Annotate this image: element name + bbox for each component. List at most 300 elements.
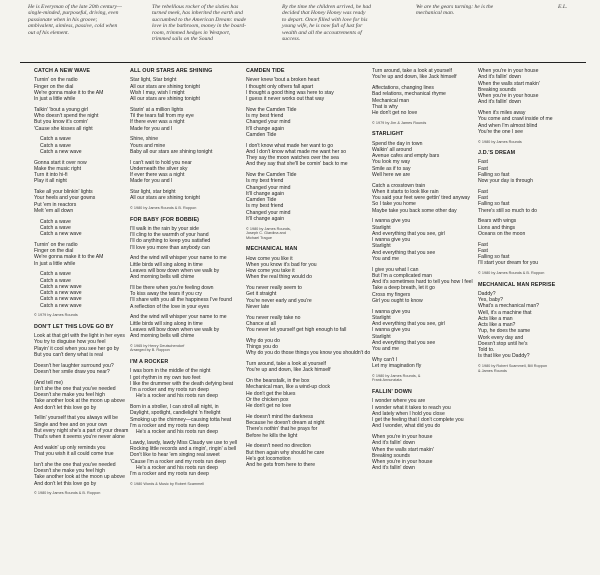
- lyric-line: Oceans on the moon: [478, 230, 526, 237]
- lyric-line: Star light, star bright: [130, 189, 176, 195]
- lyric-line: Catch a wave: [40, 218, 71, 225]
- stanza: [372, 183, 474, 214]
- stanza: [246, 107, 348, 138]
- lyric-line: That you wish it all could come true: [34, 451, 114, 458]
- lyric-line: It'll change again: [246, 215, 285, 222]
- lyric-line: There's nothin' that he prays for: [246, 426, 318, 433]
- lyric-line: I like the drummer with the death defying beat: [130, 380, 234, 387]
- lyric-line: Yup, he does the same: [478, 328, 531, 335]
- divider-rule: [20, 62, 586, 63]
- lyric-line: Things you do: [246, 344, 278, 351]
- lyric-line: Little birds will sing along in time: [130, 261, 203, 268]
- lyric-line: How come you take it: [246, 268, 295, 275]
- lyric-line: Or the chicken pox: [246, 396, 289, 403]
- intro-line: young wife, he is now full of lust for: [282, 23, 363, 30]
- lyric-line: I'm a rocker and my roots run deep: [130, 422, 209, 429]
- intro-line: ambivalent, aimless, passive, cold when: [28, 23, 118, 30]
- song-block: [130, 68, 232, 211]
- credit-line: © 1980 by James Rounds & B. Roppon: [478, 271, 545, 276]
- lyric-line: You and me: [372, 255, 400, 262]
- lyric-line: Fast: [478, 159, 488, 166]
- lyric-line: Gonna start it over now: [34, 159, 87, 166]
- lyric-line: I'll start your dream for you: [478, 260, 539, 267]
- lyric-line: You look my way: [372, 159, 411, 166]
- lyric-line: Playin' it cool when you see her go by: [34, 345, 120, 352]
- lyric-line: Get it straight: [246, 291, 277, 298]
- lyric-line: That's when it seems you're never alone: [34, 434, 125, 441]
- lyric-line: Star light, Star bright: [130, 77, 177, 84]
- lyric-line: Finger on the dial: [34, 83, 74, 90]
- stanza: [130, 107, 232, 132]
- stanza: [34, 189, 136, 214]
- lyric-line: He doesn't mind the darkness: [246, 413, 314, 420]
- lyric-line: We're gonna make it to the AM: [34, 89, 104, 96]
- lyric-line: What's a mechanical man?: [478, 303, 539, 310]
- lyric-line: Walkin' all around: [372, 146, 412, 153]
- intro-line: We are the gears turning: he is the: [416, 4, 494, 10]
- copyright-credit: [34, 313, 136, 318]
- lyric-line: Catch a new wave: [40, 148, 82, 155]
- credit-line: © 1980 by James Rounds,: [246, 226, 291, 231]
- lyric-line: Starlight: [372, 333, 391, 340]
- lyric-line: And when I'm almost blind: [478, 122, 538, 129]
- lyric-line: I'll love you more than anybody can: [130, 244, 210, 251]
- lyric-line: I get the feeling that I don't complete you: [372, 417, 464, 424]
- lyric-line: Why do you do: [246, 337, 280, 344]
- lyric-line: Falling so fast: [478, 254, 510, 261]
- lyric-line: Bears with wings: [478, 218, 517, 225]
- song-title: STARLIGHT: [372, 131, 404, 138]
- stanza: [34, 380, 136, 411]
- copyright-credit: [478, 271, 580, 276]
- lyric-line: And he gets from here to there: [246, 462, 316, 469]
- lyric-line: Catch a new wave: [40, 302, 82, 309]
- lyric-line: Put 'em in reactors: [34, 201, 77, 208]
- lyric-line: Why can't I: [372, 356, 398, 363]
- lyric-line: You come and crawl inside of me: [478, 116, 553, 123]
- lyric-line: I wanna give you: [372, 218, 411, 225]
- intro-1: [28, 4, 122, 36]
- lyric-line: You're up and down, like Jack himself: [372, 74, 457, 81]
- intro-line: turned meek, has inherited the earth and: [152, 10, 243, 17]
- lyric-line: I can't wait to hold you near: [130, 159, 192, 166]
- credit-line: © 1980 by James Rounds & B. Roppon: [130, 206, 197, 210]
- song-title: MECHANICAL MAN REPRISE: [478, 281, 556, 288]
- lyric-line: Turn it into hi-fi: [34, 172, 68, 178]
- lyric-line: If ever there was a night: [130, 172, 185, 178]
- lyric-line: Take a deep breath, let it go: [372, 285, 435, 292]
- credit-line: © 1980 by James Rounds, &: [372, 373, 421, 378]
- lyric-line: I wonder what it takes to reach you: [372, 404, 451, 411]
- stanza: [130, 439, 238, 478]
- lyric-line: Is my best friend: [246, 203, 284, 210]
- lyric-line: Changed your mind: [246, 184, 291, 191]
- intro-2: [152, 4, 246, 42]
- stanza: [246, 378, 348, 409]
- lyric-line: Daylight, spotlight, candlelight 'n firelight: [130, 410, 221, 417]
- stanza: [130, 77, 232, 102]
- intro-line: trimmed sails on the Sound: [152, 36, 213, 43]
- lyric-line: And don't let this love go by: [34, 480, 97, 487]
- credit-line: & James Rounds: [478, 368, 507, 373]
- song-title: MECHANICAL MAN: [246, 246, 298, 253]
- stanza: [478, 159, 580, 184]
- lyric-line: Fast: [478, 195, 488, 202]
- lyric-line: Turnin' on the radio: [34, 241, 78, 248]
- lyric-line: When the walls start makin': [372, 446, 434, 453]
- stanza: [34, 363, 136, 376]
- stanza: [34, 242, 136, 267]
- stanza: [478, 291, 580, 360]
- lyric-line: Catch a wave: [40, 136, 71, 143]
- copyright-credit: [478, 364, 580, 373]
- song-title: CATCH A NEW WAVE: [34, 68, 91, 74]
- lyric-line: Take another look at the moon up above: [34, 398, 125, 405]
- lyric-line: And it's fallin' down: [372, 465, 416, 472]
- lyric-line: I wanna give you: [372, 327, 411, 334]
- copyright-credit: [478, 140, 580, 145]
- stanza: [34, 219, 136, 238]
- lyric-line: Smoking up the chimney—causing totta heat: [130, 416, 232, 423]
- lyric-line: Now your day is through: [478, 178, 533, 185]
- lyric-line: Leaves will bow down when we walk by: [130, 267, 220, 274]
- lyric-line: And wakin' up only reminds you: [34, 444, 106, 451]
- lyric-line: You never really seem to: [246, 285, 302, 292]
- intro-line: By the time the children arrived, he had: [282, 4, 371, 10]
- lyric-line: And I wonder, what did you do: [372, 423, 441, 430]
- lyric-line: Isn't she the one that you've needed: [34, 461, 116, 468]
- lyric-line: But you can't deny what is real: [34, 351, 103, 358]
- intro-line: E.L.: [558, 4, 568, 10]
- lyric-line: Turn around, take a look at yourself: [246, 361, 326, 368]
- intro-5: [558, 4, 567, 10]
- song-title: CAMDEN TIDE: [246, 68, 285, 74]
- lyric-line: When you're in your house: [478, 93, 539, 99]
- lyric-line: 'Cause I'm a rocker and my roots run deep: [130, 458, 226, 465]
- lyric-line: He's got locomotion: [246, 455, 291, 462]
- copyright-credit: [130, 482, 232, 487]
- lyric-line: Baby all our stars are shining tonight: [130, 148, 213, 155]
- lyric-line: Acts like a man?: [478, 322, 516, 329]
- song-block: [130, 359, 238, 486]
- stanza: [246, 315, 348, 334]
- lyric-line: Made for you and I: [130, 178, 173, 185]
- lyric-line: Well here we are: [372, 171, 411, 178]
- lyric-line: Melt 'em all down: [34, 207, 74, 214]
- stanza: [34, 462, 136, 487]
- lyric-line: Fast: [478, 165, 488, 172]
- lyric-line: Doesn't stop until he's: [478, 340, 528, 347]
- lyric-line: You're up and down, like Jack himself: [246, 367, 331, 374]
- stanza: [34, 415, 136, 440]
- stanza: [372, 85, 474, 116]
- song-title: FOR BABY (FOR BOBBIE): [130, 216, 200, 223]
- lyric-line: Turnin' on the radio: [34, 77, 78, 84]
- intro-line: succumbed to the American Dream: made: [152, 16, 246, 23]
- lyric-line: Little birds will sing along in time: [130, 320, 203, 327]
- lyric-line: I wanna give you: [372, 308, 411, 315]
- lyric-line: I'll share with you all the happiness I've found: [130, 297, 232, 304]
- lyric-line: Falling so fast: [478, 171, 510, 178]
- lyric-line: I'll walk in the rain by your side: [130, 225, 199, 232]
- lyric-line: Isn't she the one that you've needed: [34, 385, 116, 392]
- lyric-line: But you know it's comin': [34, 119, 89, 126]
- lyric-line: When the real thing would do: [246, 274, 312, 281]
- credit-line: Arranged by B. Roppon: [130, 348, 170, 353]
- lyric-line: And I don't know what made me want her so: [246, 148, 347, 155]
- intro-line: success.: [282, 36, 301, 43]
- stanza: [130, 189, 232, 202]
- lyric-line: You're never early and you're: [246, 297, 312, 304]
- stanza: [246, 143, 348, 168]
- lyric-line: You're the one I see: [478, 128, 523, 135]
- lyric-line: Mechanical man, like a wind-up clock: [246, 384, 331, 391]
- stanza: [372, 398, 474, 429]
- stanza: [34, 445, 136, 458]
- stanza: [34, 136, 136, 155]
- stanza: [478, 110, 580, 135]
- lyric-line: And everything that you see, girl: [372, 321, 445, 328]
- lyric-line: Camden Tide: [246, 131, 277, 138]
- stanza: [34, 107, 136, 132]
- credit-line: © 1980 by Robert Scammell, Bill Roppon: [478, 364, 548, 369]
- lyric-line: It'll change again: [246, 125, 285, 132]
- lyric-line: Til the tears fall from my eye: [130, 113, 194, 119]
- lyric-line: Tellin' yourself that you always will be: [34, 415, 118, 422]
- lyric-line: Well, it's a machine that: [478, 309, 532, 316]
- stanza: [130, 226, 232, 251]
- song-title: ALL OUR STARS ARE SHINING: [130, 68, 213, 74]
- song-block: [372, 68, 474, 125]
- lyric-line: And lately when I hold you close: [372, 410, 445, 417]
- lyric-line: Let my imagination fly: [372, 363, 422, 370]
- lyric-line: Don't like to hear 'em singing real sweet: [130, 452, 220, 459]
- lyric-line: And everything that you see: [372, 339, 436, 346]
- lyric-line: Is that like you Daddy?: [478, 353, 530, 360]
- lyric-line: You never really take no: [246, 314, 301, 321]
- stanza: [372, 267, 474, 305]
- lyric-line: I guess it never works out that way: [246, 96, 325, 102]
- lyric-line: Catch a wave: [40, 271, 71, 278]
- song-block: [246, 68, 348, 240]
- lyric-line: Is my best friend: [246, 113, 284, 119]
- intro-line: love in the bathroom, money in the board-: [152, 23, 247, 30]
- credit-line: © 1965 by Henry Deutschendorf: [130, 343, 185, 348]
- lyric-line: Falling so fast: [478, 201, 510, 208]
- lyric-line: Talkin' 'bout a young girl: [34, 106, 89, 113]
- lyric-line: I thought a good thing was here to stay: [246, 89, 334, 96]
- stanza: [478, 68, 580, 106]
- lyric-line: When you're in your house: [372, 459, 433, 466]
- credit-line: © 1979 by James Rounds: [34, 313, 78, 318]
- lyric-line: Cross my fingers: [372, 291, 411, 298]
- lyric-line: I'm a rocker and my roots run deep: [130, 387, 209, 394]
- lyric-line: Doesn't her smile draw you near?: [34, 368, 110, 375]
- intro-3: [282, 4, 371, 42]
- stanza: [34, 333, 136, 358]
- credit-line: Frank Annunziata: [372, 378, 402, 383]
- copyright-credit: [246, 227, 348, 241]
- lyric-line: I'm a rocker and my roots run deep: [130, 471, 209, 478]
- lyric-line: But every night she's a part of your dream: [34, 427, 129, 434]
- lyric-line: Starlight: [372, 243, 391, 250]
- lyric-line: Doesn't her laughter surround you?: [34, 362, 114, 369]
- lyric-line: Play it all night: [34, 178, 67, 185]
- stanza: [246, 361, 348, 374]
- lyric-line: Why do you do those things you know you shouldn't do: [246, 350, 371, 357]
- lyric-line: You never let yourself get high enough to fall: [246, 327, 347, 334]
- song-block: [130, 217, 232, 353]
- lyric-line: Maybe take you back some other day: [372, 207, 457, 214]
- lyric-line: Affectations, changing lines: [372, 85, 434, 91]
- lyric-line: When it's miles away: [478, 110, 526, 116]
- lyric-line: He's a rocker and his roots run deep: [136, 464, 218, 471]
- copyright-credit: [34, 491, 136, 496]
- lyric-line: He don't get the blues: [246, 390, 296, 397]
- lyric-line: Single and free and on your own: [34, 421, 108, 428]
- lyric-line: And it's fallin' down: [478, 99, 522, 106]
- lyric-line: Underneath the silver sky: [130, 165, 188, 172]
- lyric-line: Take another look at the moon up above: [34, 474, 125, 481]
- lyric-line: A reflection of the love in your eyes: [130, 303, 209, 310]
- intro-line: wealth and all the accoutrements of: [282, 29, 362, 36]
- col-4: [372, 68, 474, 478]
- lyric-line: Doesn't she make you feel high: [34, 392, 105, 399]
- lyric-line: Catch a new wave: [40, 296, 82, 303]
- copyright-credit: [372, 374, 474, 383]
- stanza: [372, 357, 474, 370]
- stanza: [130, 160, 232, 185]
- lyric-line: I wanna give you: [372, 237, 411, 244]
- lyric-line: There's still so much to do: [478, 207, 538, 214]
- song-title: J.D.'S DREAM: [478, 150, 516, 157]
- lyric-line: Yours and mine: [130, 142, 166, 149]
- stanza: [246, 414, 348, 439]
- lyric-line: Lions and things: [478, 224, 516, 231]
- lyric-line: Born in a stroller, I can stroll all night, in: [130, 404, 219, 411]
- lyric-line: Rocking little records and a ringin', ringin' a bell: [130, 446, 237, 453]
- lyric-line: Fast: [478, 188, 488, 195]
- lyric-line: And don't let this love go by: [34, 404, 97, 411]
- lyric-line: On the beanstalk, in the box: [246, 378, 310, 385]
- lyric-line: Finger on the dial: [34, 248, 74, 254]
- lyric-line: Fast: [478, 241, 488, 248]
- lyric-line: So I take you home: [372, 201, 416, 208]
- lyric-line: Fast: [478, 247, 488, 254]
- lyric-line: Daddy?: [478, 290, 496, 297]
- credit-line: © 1979 by Jim & James Rounds: [372, 120, 427, 125]
- lyric-line: Turn around, take a look at yourself: [372, 68, 452, 74]
- lyric-line: Your heels and your gowns: [34, 195, 96, 202]
- song-title: DON'T LET THIS LOVE GO BY: [34, 323, 114, 330]
- lyric-line: And everything that you see, girl: [372, 230, 445, 237]
- lyric-line: Chance at all: [246, 320, 276, 327]
- lyric-line: Breaking sounds: [478, 86, 516, 93]
- stanza: [130, 314, 232, 339]
- lyric-line: Girl you ought to know: [372, 297, 423, 304]
- lyric-line: Changed your mind: [246, 209, 291, 216]
- lyric-line: Catch a wave: [40, 277, 71, 284]
- stanza: [246, 256, 348, 281]
- lyric-line: Now the Camden Tide: [246, 172, 297, 178]
- lyric-line: Catch a new wave: [40, 231, 82, 237]
- lyric-line: If there ever was a night: [130, 119, 185, 126]
- col-2: [130, 68, 238, 492]
- lyric-line: It'll change again: [246, 190, 285, 197]
- song-block: [478, 150, 580, 276]
- lyric-line: And it's fallin' down: [372, 440, 416, 447]
- lyric-line: And everything that you see: [372, 249, 436, 256]
- credit-line: Michael Trague: [246, 235, 272, 240]
- lyric-line: Make the music right: [34, 165, 81, 172]
- lyric-line: Changed your mind: [246, 119, 291, 126]
- intro-line: He is Everyman of the late 20th century—: [28, 4, 122, 10]
- lyric-line: Avenue cafes and empty bars: [372, 153, 440, 160]
- song-block: [246, 246, 371, 469]
- lyric-line: I'll be there when you're feeling down: [130, 284, 214, 291]
- lyric-line: When the walls start makin': [478, 80, 540, 87]
- stanza: [130, 136, 232, 155]
- lyric-line: I give you what I can: [372, 266, 419, 273]
- lyric-line: And it's fallin' down: [478, 74, 522, 81]
- lyric-line: I thought only others fall apart: [246, 83, 314, 90]
- stanza: [34, 160, 136, 185]
- lyric-line: Never late: [246, 303, 270, 310]
- lyric-line: In just a little while: [34, 260, 76, 267]
- lyric-line: Who doesn't spend the night: [34, 113, 99, 119]
- lyric-line: And morning bells will chime: [130, 274, 195, 281]
- song-title: FALLIN' DOWN: [372, 389, 412, 396]
- lyric-line: Catch a wave: [40, 142, 71, 149]
- song-block: [34, 324, 136, 496]
- lyric-line: I'll do anything to keep you satisfied: [130, 238, 211, 245]
- lyric-line: Before he kills the light: [246, 432, 298, 439]
- intro-line: room, trimmed hedges in Westport,: [152, 29, 231, 36]
- lyric-line: He doesn't need no direction: [246, 443, 311, 450]
- intro-line: The rebellious rocker of the sixties has: [152, 4, 239, 10]
- lyric-line: That is why: [372, 103, 398, 110]
- song-block: [372, 131, 474, 383]
- stanza: [372, 218, 474, 262]
- copyright-credit: [130, 206, 232, 211]
- lyric-line: Work every day and: [478, 334, 524, 341]
- lyric-line: 'Cause she kisses all right: [34, 125, 93, 132]
- stanza: [246, 285, 348, 310]
- song-title: I'M A ROCKER: [130, 359, 169, 366]
- stanza: [130, 404, 232, 435]
- intro-line: decided that Honey Honey was ready: [282, 10, 366, 17]
- lyric-line: Catch a crosstown train: [372, 182, 426, 189]
- stanza: [246, 443, 348, 468]
- lyric-line: Shine, shine: [130, 136, 159, 143]
- lyric-line: He don't get no love: [372, 110, 418, 116]
- intro-line: out of his element.: [28, 29, 70, 36]
- stanza: [246, 77, 348, 102]
- lyric-line: Take all your blinkin' lights: [34, 189, 93, 195]
- lyric-line: They say the moon watches over the sea: [246, 155, 339, 161]
- stanza: [478, 189, 580, 214]
- lyric-line: Catch a wave: [40, 224, 71, 231]
- lyric-line: But then again why should he care: [246, 449, 325, 456]
- stanza: [372, 68, 474, 81]
- lyric-line: I got rhythm in my own two feet: [130, 374, 201, 381]
- lyric-line: Now the Camden Tide: [246, 106, 297, 113]
- lyric-line: Leaves will bow down when we walk by: [130, 326, 220, 333]
- lyric-line: Because he doesn't dream at night: [246, 420, 325, 427]
- lyric-line: When you're in your house: [372, 434, 433, 441]
- credit-line: © 1980 Words & Music by Robert Scammell: [130, 481, 205, 486]
- stanza: [246, 172, 348, 222]
